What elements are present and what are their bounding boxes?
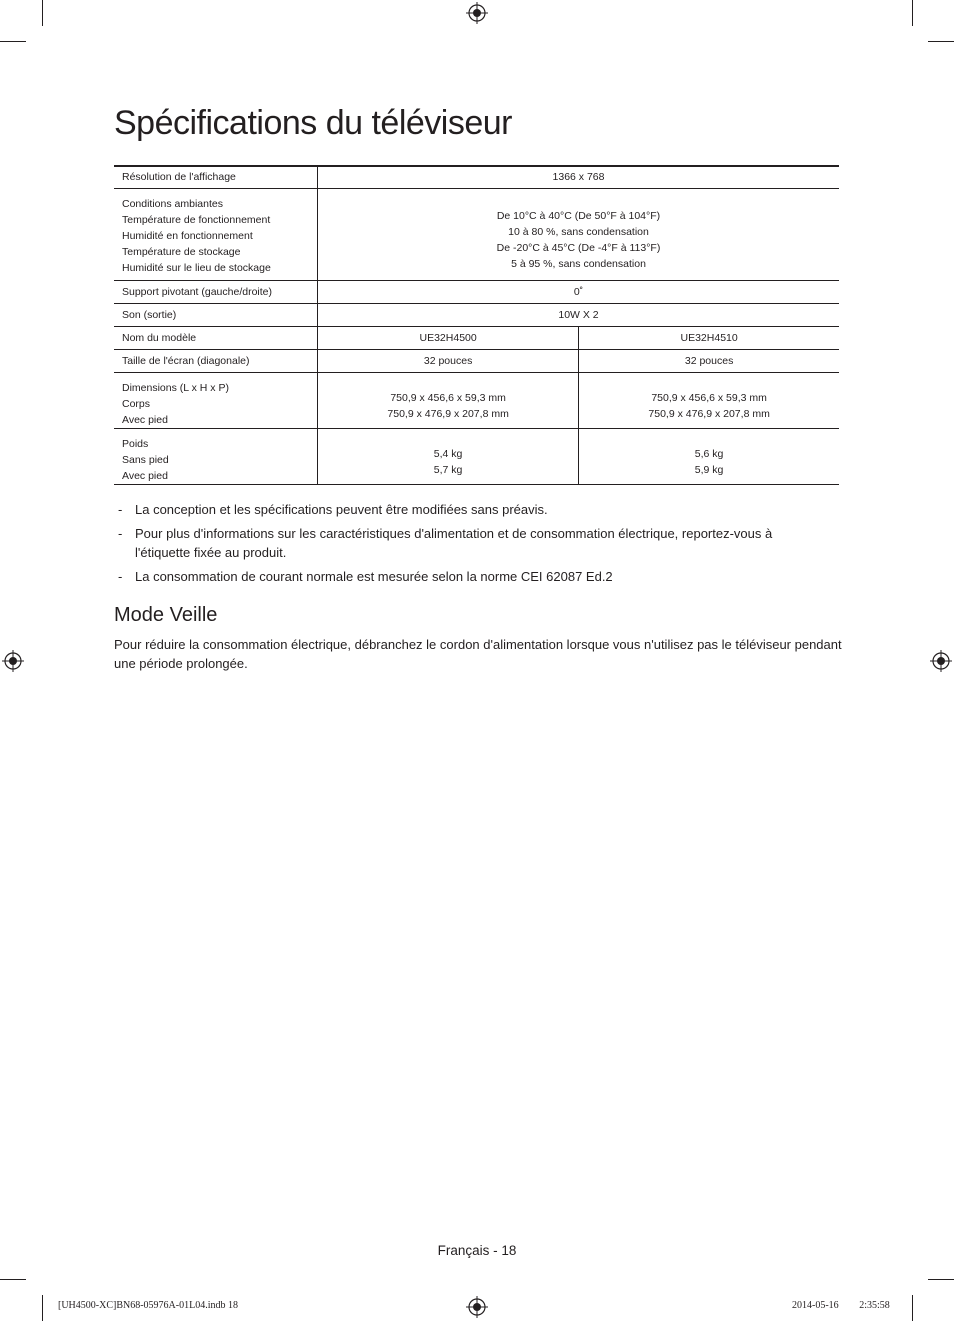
registration-mark-icon [2, 650, 24, 672]
spec-value-line: UE32H4510 [680, 331, 738, 344]
crop-mark-top-left [42, 0, 43, 26]
spec-value-line: 5 à 95 %, sans condensation [511, 258, 646, 270]
spec-row [114, 372, 839, 428]
spec-value-line: 32 pouces [684, 354, 734, 367]
spec-value-line: UE32H4500 [419, 331, 477, 344]
spec-label-line: Humidité sur le lieu de stockage [122, 261, 271, 274]
spec-label [114, 303, 318, 326]
crop-mark-bottom-left-h [0, 1279, 26, 1280]
spec-label-line: Son (sortie) [122, 308, 177, 321]
spec-label [114, 280, 318, 303]
spec-label-line: Conditions ambiantes [122, 197, 223, 210]
section-title: Mode Veille [114, 604, 218, 626]
spec-value-line: 750,9 x 456,6 x 59,3 mm [651, 392, 767, 404]
spec-value [579, 428, 839, 484]
spec-label-line: Nom du modèle [122, 331, 197, 344]
note-bullet: - [118, 502, 123, 517]
note-bullet: - [118, 569, 123, 584]
crop-mark-top-right-h [928, 41, 954, 42]
spec-label [114, 188, 318, 280]
section-body: Pour réduire la consommation électrique, débranchez le cordon d'alimentation lorsque vous n'utilisez pas le téléviseur pendant une période prolongée. [114, 637, 842, 671]
spec-table [114, 165, 839, 485]
spec-value [318, 326, 579, 349]
registration-mark-icon [466, 1296, 488, 1318]
spec-label-line: Corps [122, 397, 151, 410]
spec-value-line: 10 à 80 %, sans condensation [508, 226, 649, 238]
page-title: Spécifications du téléviseur [114, 104, 513, 142]
note-text: La conception et les spécifications peuvent être modifiées sans préavis. [135, 502, 548, 517]
note-bullet: - [118, 526, 123, 541]
spec-row [114, 166, 839, 188]
spec-value [579, 349, 839, 372]
spec-value-line: 750,9 x 476,9 x 207,8 mm [648, 408, 770, 420]
spec-value-line: 5,7 kg [433, 464, 463, 476]
spec-label [114, 428, 318, 484]
spec-value [579, 326, 839, 349]
crop-mark-top-left-h [0, 41, 26, 42]
notes-list [114, 500, 804, 591]
spec-label-line: Avec pied [122, 469, 168, 482]
spec-value-line: 5,9 kg [694, 464, 724, 476]
note-text: Pour plus d'informations sur les caractéristiques d'alimentation et de consommation électrique, reportez-vous à l'étiquette fixée au produit. [135, 526, 773, 560]
spec-label-line: Humidité en fonctionnement [122, 229, 253, 242]
spec-value [318, 280, 840, 303]
spec-label-line: Poids [122, 437, 149, 450]
spec-value [318, 349, 579, 372]
spec-value-line: 10W X 2 [558, 308, 599, 321]
spec-label-line: Dimensions (L x H x P) [122, 381, 229, 394]
spec-value-line: 32 pouces [423, 354, 473, 367]
spec-row [114, 303, 839, 326]
registration-mark-icon [466, 2, 488, 24]
spec-label-line: Température de fonctionnement [122, 213, 271, 226]
crop-mark-bottom-right [912, 1295, 913, 1321]
spec-value [318, 166, 840, 188]
spec-value-line: 0˚ [573, 285, 584, 298]
note-text: La consommation de courant normale est mesurée selon la norme CEI 62087 Ed.2 [135, 569, 613, 584]
note-item [114, 500, 804, 519]
spec-row [114, 428, 839, 484]
spec-label-line: Taille de l'écran (diagonale) [122, 354, 250, 367]
spec-label [114, 166, 318, 188]
spec-label-line: Sans pied [122, 453, 169, 466]
spec-label [114, 326, 318, 349]
note-item [114, 567, 804, 586]
spec-value [318, 428, 579, 484]
spec-label-line: Résolution de l'affichage [122, 171, 236, 184]
crop-mark-top-right [912, 0, 913, 26]
spec-value-line: 1366 x 768 [552, 171, 605, 184]
spec-label-line: Support pivotant (gauche/droite) [122, 285, 273, 298]
spec-label-line: Température de stockage [122, 245, 241, 258]
print-slug-right: 2014-05-16 ￿￿ 2:35:58 [792, 1300, 890, 1311]
spec-label [114, 372, 318, 428]
spec-label-line: Avec pied [122, 413, 168, 426]
spec-value-line: De -20°C à 45°C (De -4°F à 113°F) [496, 242, 661, 254]
spec-value [318, 188, 840, 280]
spec-value-line: 750,9 x 456,6 x 59,3 mm [390, 392, 506, 404]
spec-row [114, 188, 839, 280]
crop-mark-bottom-right-h [928, 1279, 954, 1280]
registration-mark-icon [930, 650, 952, 672]
spec-value-line: 5,4 kg [433, 448, 463, 460]
spec-value [579, 372, 839, 428]
spec-row [114, 326, 839, 349]
spec-row [114, 349, 839, 372]
spec-label [114, 349, 318, 372]
spec-value-line: De 10°C à 40°C (De 50°F à 104°F) [496, 210, 661, 222]
spec-value [318, 303, 840, 326]
spec-value [318, 372, 579, 428]
spec-value-line: 5,6 kg [694, 448, 724, 460]
note-item [114, 524, 804, 562]
crop-mark-bottom-left [42, 1295, 43, 1321]
page-number: Français - 18 [437, 1243, 517, 1258]
spec-row [114, 280, 839, 303]
print-slug-left: [UH4500-XC]BN68-05976A-01L04.indb 18 [58, 1300, 238, 1311]
spec-value-line: 750,9 x 476,9 x 207,8 mm [387, 408, 509, 420]
